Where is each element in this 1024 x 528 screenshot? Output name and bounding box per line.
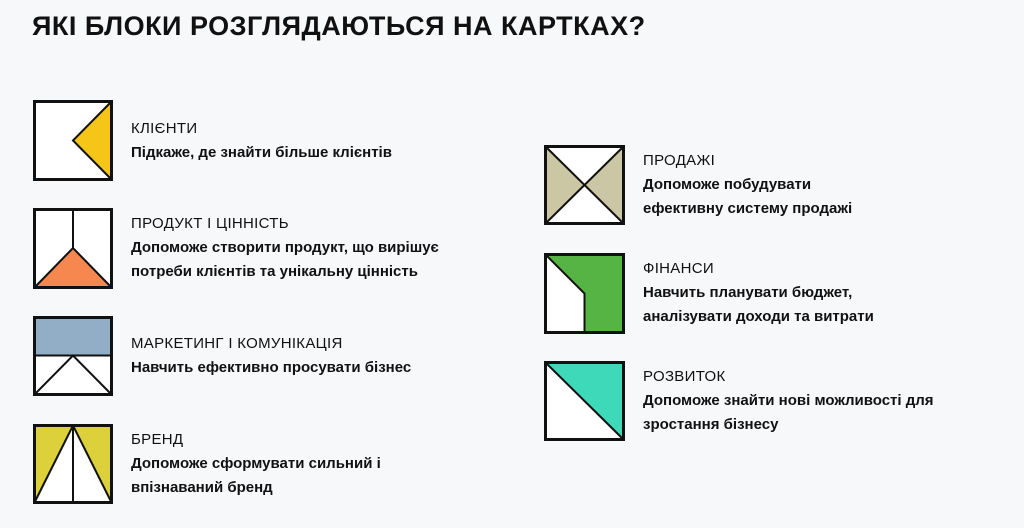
block-title: КЛІЄНТИ [131, 120, 198, 137]
block-clients [33, 100, 392, 181]
block-marketing [33, 316, 411, 396]
block-description: Підкаже, де знайти більше клієнтів [131, 144, 392, 161]
block-description: Допоможе сформувати сильний і впізнаваний бренд [131, 455, 381, 496]
block-description: Допоможе створити продукт, що вирішує потреби клієнтів та унікальну цінність [131, 239, 439, 280]
block-product [33, 208, 439, 289]
block-description: Допоможе знайти нові можливості для зростання бізнесу [643, 392, 934, 433]
block-title: БРЕНД [131, 431, 184, 448]
block-title: МАРКЕТИНГ І КОМУНІКАЦІЯ [131, 335, 343, 352]
brand-icon [33, 424, 113, 504]
block-brand [33, 424, 381, 504]
block-sales [544, 145, 852, 225]
block-title: РОЗВИТОК [643, 368, 726, 385]
finance-icon [544, 253, 625, 334]
growth-icon [544, 361, 625, 441]
block-title: ФІНАНСИ [643, 260, 714, 277]
block-title: ПРОДАЖІ [643, 152, 716, 169]
block-finance [544, 253, 874, 334]
block-description: Навчить планувати бюджет, аналізувати доходи та витрати [643, 284, 874, 325]
product-icon [33, 208, 113, 289]
marketing-icon [33, 316, 113, 396]
clients-icon [33, 100, 113, 181]
block-growth [544, 361, 934, 441]
block-description: Навчить ефективно просувати бізнес [131, 359, 412, 376]
block-description: Допоможе побудувати ефективну систему продажі [643, 176, 853, 217]
page-title: ЯКІ БЛОКИ РОЗГЛЯДАЮТЬСЯ НА КАРТКАХ? [32, 11, 646, 41]
block-title: ПРОДУКТ І ЦІННІСТЬ [131, 215, 289, 232]
sales-icon [544, 145, 625, 225]
